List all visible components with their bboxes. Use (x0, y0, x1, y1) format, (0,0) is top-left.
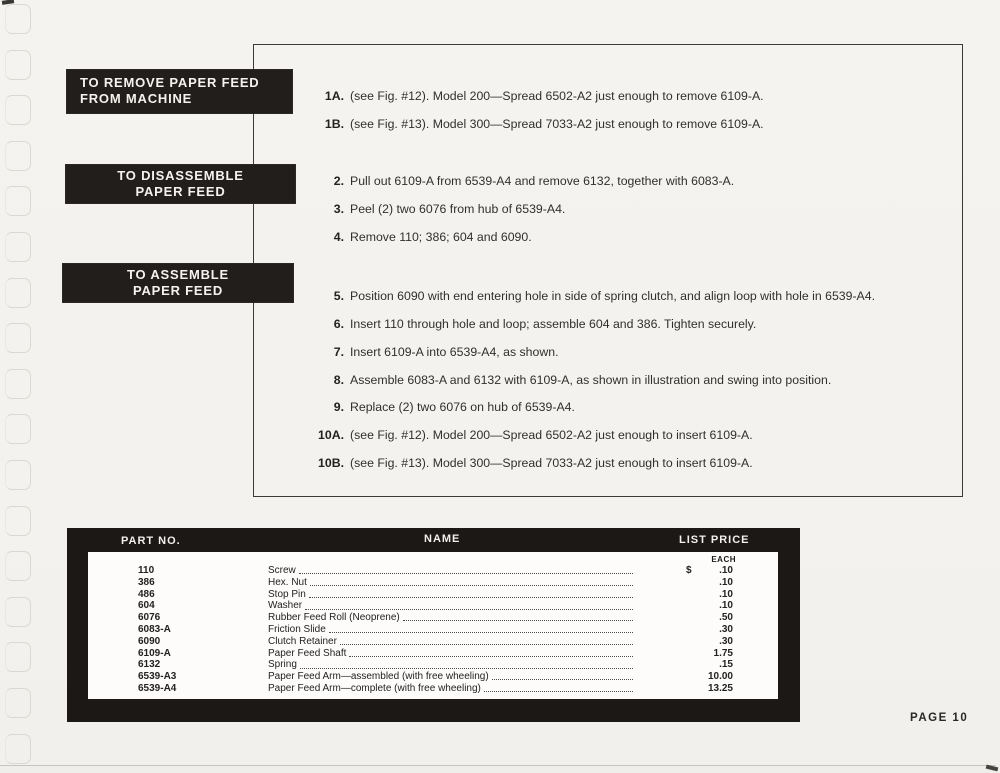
cell-price: .10 (719, 588, 733, 600)
part-name-text: Clutch Retainer (268, 635, 337, 647)
step-text: Remove 110; 386; 604 and 6090. (350, 229, 532, 244)
step-text: (see Fig. #12). Model 200—Spread 6502-A2 just enough to remove 6109-A. (350, 89, 764, 103)
step-number: 1B. (324, 116, 344, 131)
cell-price: .10 (719, 565, 733, 576)
parts-table-header (67, 528, 800, 552)
table-row (88, 577, 778, 589)
section-label-line: TO ASSEMBLE (127, 267, 229, 282)
instruction-step (254, 224, 956, 252)
instruction-step (254, 450, 956, 478)
column-gap (636, 565, 686, 577)
column-gap (636, 659, 686, 671)
instruction-steps (254, 83, 956, 477)
column-gap (636, 589, 686, 601)
step-number: 10B. (318, 455, 344, 470)
cell-currency (686, 659, 702, 671)
step-text: Peel (2) two 6076 from hub of 6539-A4. (350, 202, 566, 217)
table-row (88, 565, 778, 577)
step-text: (see Fig. #13). Model 300—Spread 7033-A2 just enough to remove 6109-A. (350, 116, 764, 131)
column-gap (636, 577, 686, 589)
part-name-text: Stop Pin (268, 588, 306, 600)
price-unit-label: EACH (711, 555, 736, 564)
binding-hole (5, 369, 31, 399)
binding-hole (5, 734, 31, 764)
step-text: (see Fig. #13). Model 300—Spread 7033-A2 just enough to insert 6109-A. (350, 455, 753, 470)
section-label-line: TO REMOVE PAPER FEED (80, 75, 260, 90)
binding-hole (5, 323, 31, 353)
cell-part-no: 6090 (138, 635, 161, 647)
binding-hole (5, 141, 31, 171)
section-label-assemble-paper-feed (63, 264, 293, 302)
cell-name (268, 671, 636, 683)
cell-name (268, 589, 636, 601)
instruction-step (254, 83, 956, 111)
column-gap (636, 683, 686, 695)
column-gap (636, 600, 686, 612)
step-number: 4. (333, 229, 344, 244)
step-number: 10A. (318, 427, 344, 442)
dotted-leader (309, 589, 633, 598)
parts-price-table (67, 528, 800, 722)
cell-name (268, 636, 636, 648)
instruction-step (254, 422, 956, 450)
instruction-step (254, 283, 956, 311)
column-gap (636, 612, 686, 624)
step-number: 2. (333, 174, 344, 189)
step-text: (see Fig. #12). Model 200—Spread 6502-A2 just enough to insert 6109-A. (350, 427, 753, 442)
section-label-disassemble-paper-feed (66, 165, 295, 203)
table-row (88, 589, 778, 601)
step-text: Position 6090 with end entering hole in side of spring clutch, and align loop with hole in 6539-A4. (350, 289, 876, 304)
binding-hole (5, 186, 31, 216)
binding-hole (5, 460, 31, 490)
table-row (88, 600, 778, 612)
cell-price: .15 (719, 659, 733, 671)
binding-hole (5, 95, 31, 125)
table-row (88, 671, 778, 683)
cell-currency (686, 624, 702, 636)
step-number: 1A. (324, 89, 344, 103)
cell-part-no: 6076 (138, 612, 161, 624)
column-gap (636, 624, 686, 636)
cell-price: 13.25 (707, 682, 733, 694)
cell-currency: $ (686, 565, 692, 576)
step-number: 5. (333, 289, 344, 304)
cell-price: 1.75 (713, 647, 733, 659)
instruction-step (254, 367, 956, 395)
cell-part-no: 6083-A (138, 623, 171, 635)
cell-name (268, 612, 636, 624)
cell-name (268, 683, 636, 695)
cell-currency (686, 612, 702, 624)
table-row (88, 659, 778, 671)
column-gap (636, 636, 686, 648)
dotted-leader (310, 577, 633, 586)
cell-name (268, 565, 636, 577)
step-text: Insert 110 through hole and loop; assemble 604 and 386. Tighten securely. (350, 317, 757, 332)
binding-hole (5, 4, 31, 34)
instruction-step (254, 394, 956, 422)
cell-part-no: 486 (138, 588, 155, 600)
cell-part-no: 6539-A4 (138, 682, 177, 694)
cell-name (268, 648, 636, 660)
cell-name (268, 659, 636, 671)
table-row (88, 612, 778, 624)
section-label-line: PAPER FEED (132, 283, 224, 298)
part-name-text: Washer (268, 600, 303, 612)
cell-part-no: 604 (138, 600, 155, 612)
cell-price: .30 (719, 635, 733, 647)
cell-name (268, 577, 636, 589)
section-label-line: FROM MACHINE (80, 91, 193, 106)
table-row (88, 683, 778, 695)
step-number: 3. (333, 202, 344, 217)
parts-rows (88, 552, 778, 695)
step-number: 8. (333, 372, 344, 387)
part-name-text: Paper Feed Arm—complete (with free wheeling) (268, 682, 481, 694)
cell-price: .10 (719, 600, 733, 612)
column-gap (636, 671, 686, 683)
dotted-leader (329, 624, 633, 633)
column-gap (636, 648, 686, 660)
cell-currency (686, 648, 702, 660)
dotted-leader (340, 636, 633, 645)
header-name: NAME (424, 533, 461, 545)
instruction-box (253, 44, 963, 497)
dotted-leader (403, 612, 633, 621)
part-name-text: Paper Feed Arm—assembled (with free wheeling) (268, 671, 489, 683)
instruction-step (254, 311, 956, 339)
part-name-text: Friction Slide (268, 623, 326, 635)
section-label-remove-paper-feed (67, 70, 292, 113)
binding-hole (5, 278, 31, 308)
dotted-leader (299, 565, 633, 574)
cell-price: .30 (719, 623, 733, 635)
section-label-line: PAPER FEED (135, 184, 226, 199)
table-row (88, 624, 778, 636)
instruction-step (254, 168, 956, 196)
step-text: Assemble 6083-A and 6132 with 6109-A, as shown in illustration and swing into position. (350, 372, 832, 387)
part-name-text: Paper Feed Shaft (268, 647, 347, 659)
cell-part-no: 6132 (138, 659, 161, 671)
cell-part-no: 6539-A3 (138, 671, 177, 683)
step-text: Pull out 6109-A from 6539-A4 and remove 6132, together with 6083-A. (350, 174, 735, 189)
dotted-leader (349, 648, 633, 657)
part-name-text: Spring (268, 659, 297, 671)
header-list-price: LIST PRICE (679, 534, 750, 546)
dotted-leader (305, 600, 633, 609)
step-text: Replace (2) two 6076 on hub of 6539-A4. (350, 400, 575, 415)
binding-hole (5, 50, 31, 80)
cell-currency (686, 683, 702, 695)
cell-currency (686, 600, 702, 612)
table-row (88, 648, 778, 660)
cell-part-no: 110 (138, 565, 155, 576)
parts-table-panel (88, 552, 778, 699)
cell-name (268, 600, 636, 612)
cell-price: .10 (719, 576, 733, 588)
instruction-step (254, 339, 956, 367)
step-number: 7. (333, 344, 344, 359)
cell-part-no: 6109-A (138, 647, 171, 659)
step-number: 9. (333, 400, 344, 415)
cell-currency (686, 589, 702, 601)
cell-price: .50 (719, 612, 733, 624)
instruction-step (254, 111, 956, 139)
binding-hole (5, 506, 31, 536)
part-name-text: Hex. Nut (268, 576, 307, 588)
binding-hole (5, 232, 31, 262)
cell-currency (686, 671, 702, 683)
page-bottom-edge (0, 765, 996, 773)
step-text: Insert 6109-A into 6539-A4, as shown. (350, 344, 559, 359)
page-number: PAGE 10 (910, 712, 969, 724)
cell-currency (686, 577, 702, 589)
table-row (88, 636, 778, 648)
cell-part-no: 386 (138, 576, 155, 588)
binding-hole (5, 688, 31, 718)
cell-name (268, 624, 636, 636)
instruction-step (254, 196, 956, 224)
dotted-leader (300, 659, 633, 668)
part-name-text: Rubber Feed Roll (Neoprene) (268, 612, 400, 624)
header-part-no: PART NO. (121, 535, 181, 547)
dotted-leader (484, 683, 633, 692)
cell-currency (686, 636, 702, 648)
binding-hole (5, 642, 31, 672)
binding-hole (5, 597, 31, 627)
binding-hole (5, 414, 31, 444)
dotted-leader (492, 671, 633, 680)
cell-price: 10.00 (707, 671, 733, 683)
part-name-text: Screw (268, 565, 296, 576)
binding-hole (5, 551, 31, 581)
section-label-line: TO DISASSEMBLE (117, 168, 244, 183)
step-number: 6. (333, 317, 344, 332)
